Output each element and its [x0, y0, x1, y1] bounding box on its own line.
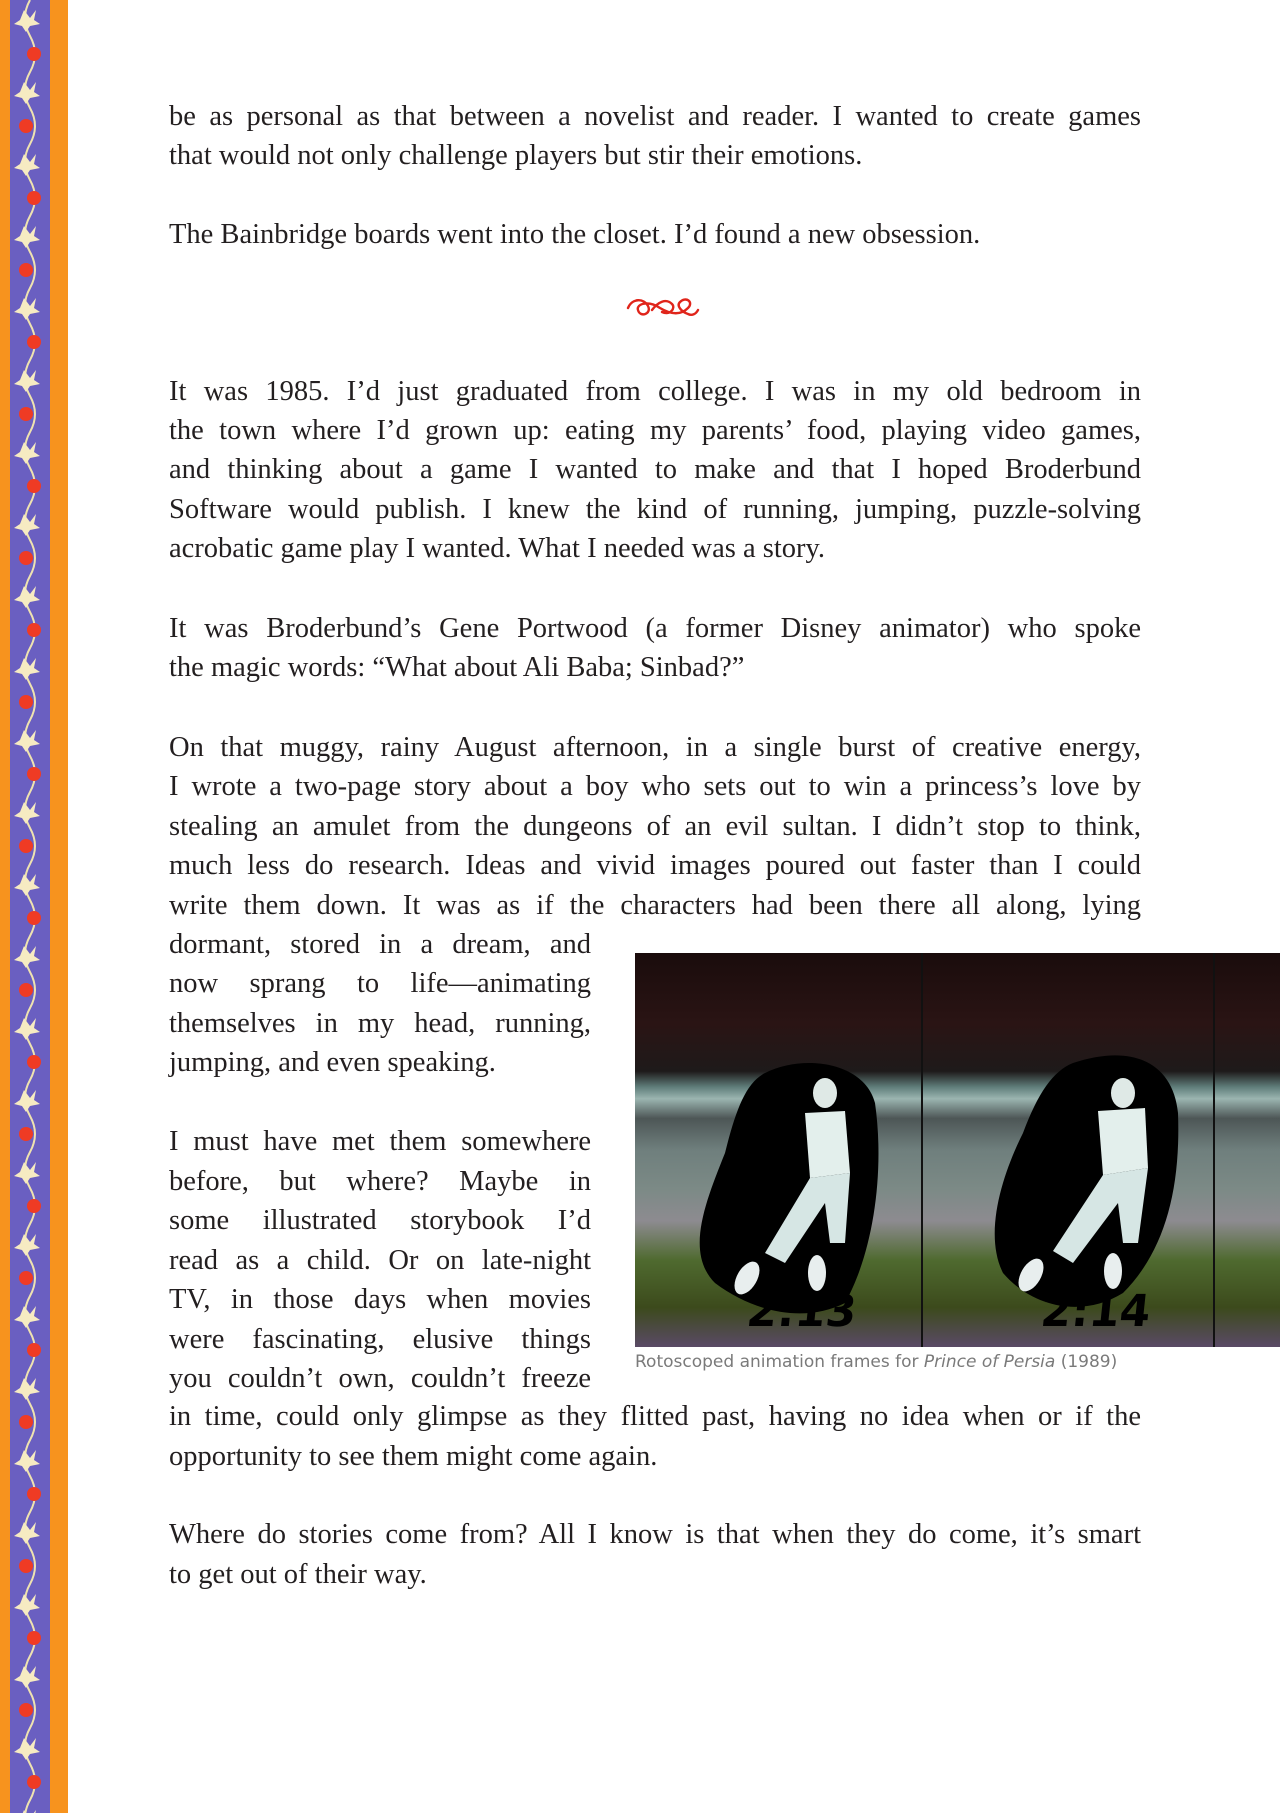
- floral-vine-pattern: [10, 0, 50, 1813]
- text-line: and thinking about a game I wanted to make and that I hoped Broderbund: [169, 454, 1141, 485]
- text-line: be as personal as that between a novelist and reader. I wanted to create games: [169, 101, 1141, 132]
- decorative-border: [0, 0, 68, 1813]
- flower-bud-icon: [14, 1378, 40, 1400]
- flower-bud-icon: [14, 730, 40, 752]
- figure-caption: [635, 1352, 1117, 1372]
- text-line: It was Broderbund’s Gene Portwood (a former Disney animator) who spoke: [169, 613, 1141, 644]
- animation-frame: [635, 953, 921, 1347]
- flower-bud-icon: [14, 1450, 40, 1472]
- text-line: read as a child. Or on late-night: [169, 1245, 591, 1276]
- red-flower-icon: [19, 119, 33, 133]
- red-flower-icon: [19, 551, 33, 565]
- text-line: stealing an amulet from the dungeons of an evil sultan. I didn’t stop to think,: [169, 811, 1141, 842]
- text-line: were fascinating, elusive things: [169, 1324, 591, 1355]
- text-line: I must have met them somewhere: [169, 1126, 591, 1157]
- rotoscope-photo: [635, 953, 1280, 1347]
- text-line: much less do research. Ideas and vivid images poured out faster than I could: [169, 850, 1141, 881]
- flower-bud-icon: [14, 298, 40, 320]
- red-flower-icon: [27, 1775, 41, 1789]
- red-flower-icon: [19, 1415, 33, 1429]
- red-flower-icon: [27, 191, 41, 205]
- flower-bud-icon: [14, 370, 40, 392]
- red-flower-icon: [19, 263, 33, 277]
- frame-number: 2:14: [1038, 1286, 1154, 1337]
- red-flower-icon: [27, 479, 41, 493]
- red-flower-icon: [27, 1487, 41, 1501]
- animation-frame: [1215, 953, 1280, 1347]
- red-flower-icon: [19, 1127, 33, 1141]
- flower-bud-icon: [14, 586, 40, 608]
- text-line: On that muggy, rainy August afternoon, in a single burst of creative energy,: [169, 732, 1141, 763]
- flower-bud-icon: [14, 1666, 40, 1688]
- red-flower-icon: [27, 767, 41, 781]
- text-line: The Bainbridge boards went into the closet. I’d found a new obsession.: [169, 219, 981, 250]
- text-line: the town where I’d grown up: eating my parents’ food, playing video games,: [169, 415, 1141, 446]
- red-flower-icon: [27, 335, 41, 349]
- text-line: It was 1985. I’d just graduated from college. I was in my old bedroom in: [169, 376, 1141, 407]
- animation-frame: [923, 953, 1213, 1347]
- flower-bud-icon: [14, 10, 40, 32]
- flower-bud-icon: [14, 874, 40, 896]
- caption-year: (1989): [1055, 1352, 1118, 1372]
- flower-bud-icon: [14, 1594, 40, 1616]
- text-line: TV, in those days when movies: [169, 1284, 591, 1315]
- flower-bud-icon: [14, 1234, 40, 1256]
- text-line: some illustrated storybook I’d: [169, 1205, 591, 1236]
- text-line: now sprang to life—animating: [169, 968, 591, 999]
- flower-bud-icon: [14, 82, 40, 104]
- flower-bud-icon: [14, 1306, 40, 1328]
- red-flower-icon: [19, 1559, 33, 1573]
- red-flower-icon: [27, 1631, 41, 1645]
- text-line: that would not only challenge players but stir their emotions.: [169, 140, 863, 171]
- red-flower-icon: [19, 407, 33, 421]
- caption-text: Rotoscoped animation frames for: [635, 1352, 924, 1372]
- red-flower-icon: [27, 47, 41, 61]
- flower-bud-icon: [14, 154, 40, 176]
- flower-bud-icon: [14, 946, 40, 968]
- text-line: in time, could only glimpse as they flitted past, having no idea when or if the: [169, 1401, 1141, 1432]
- flower-bud-icon: [14, 514, 40, 536]
- red-flower-icon: [19, 1703, 33, 1717]
- text-line: you couldn’t own, couldn’t freeze: [169, 1363, 591, 1394]
- text-line: themselves in my head, running,: [169, 1008, 591, 1039]
- flower-bud-icon: [14, 1018, 40, 1040]
- flower-bud-icon: [14, 1522, 40, 1544]
- red-flower-icon: [19, 695, 33, 709]
- red-flower-icon: [27, 623, 41, 637]
- flower-bud-icon: [14, 1162, 40, 1184]
- flower-bud-icon: [14, 658, 40, 680]
- caption-title: Prince of Persia: [923, 1352, 1056, 1372]
- text-line: the magic words: “What about Ali Baba; Sinbad?”: [169, 652, 745, 683]
- red-flower-icon: [27, 1199, 41, 1213]
- text-line: Where do stories come from? All I know is that when they do come, it’s smart: [169, 1519, 1141, 1550]
- red-flower-icon: [27, 1343, 41, 1357]
- text-line: before, but where? Maybe in: [169, 1166, 591, 1197]
- text-line: dormant, stored in a dream, and: [169, 929, 591, 960]
- red-flower-icon: [27, 911, 41, 925]
- flower-bud-icon: [14, 1738, 40, 1760]
- text-line: to get out of their way.: [169, 1559, 427, 1590]
- red-flower-icon: [27, 1055, 41, 1069]
- flower-bud-icon: [14, 1090, 40, 1112]
- section-ornament-icon: [622, 290, 702, 324]
- flower-bud-icon: [14, 442, 40, 464]
- text-line: jumping, and even speaking.: [169, 1047, 496, 1078]
- red-flower-icon: [19, 1271, 33, 1285]
- text-line: opportunity to see them might come again.: [169, 1441, 658, 1472]
- flower-bud-icon: [14, 802, 40, 824]
- red-flower-icon: [19, 983, 33, 997]
- flower-bud-icon: [14, 226, 40, 248]
- red-flower-icon: [19, 839, 33, 853]
- text-line: acrobatic game play I wanted. What I needed was a story.: [169, 533, 826, 564]
- frame-number: 2:13: [744, 1286, 860, 1337]
- text-line: I wrote a two-page story about a boy who sets out to win a princess’s love by: [169, 771, 1141, 802]
- text-line: write them down. It was as if the characters had been there all along, lying: [169, 890, 1141, 921]
- text-line: Software would publish. I knew the kind of running, jumping, puzzle-solving: [169, 494, 1141, 525]
